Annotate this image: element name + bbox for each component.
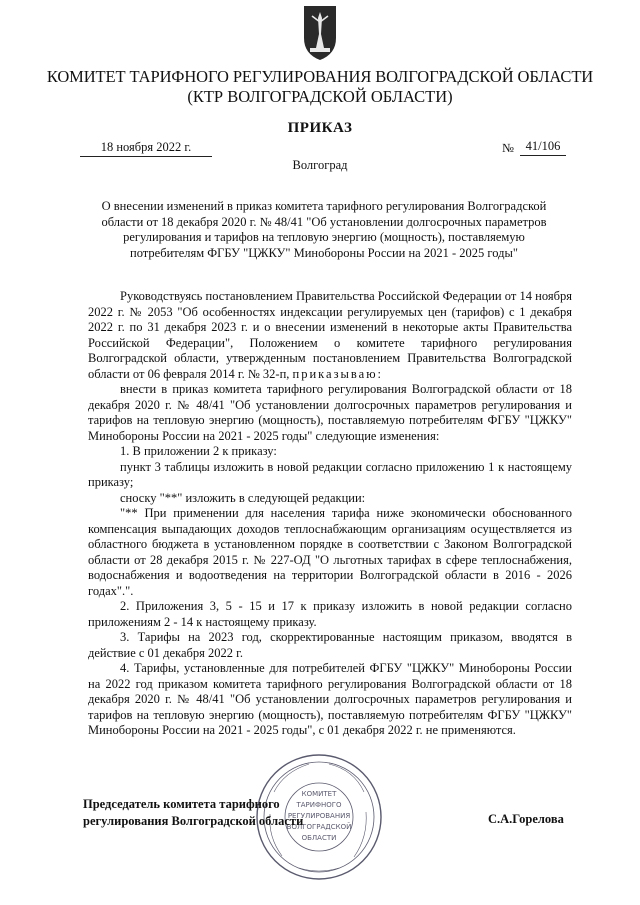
document-subject: О внесении изменений в приказ комитета тарифного регулирования Волгоградской области от 18 декабря 2020 г. № 48/41 "Об установлении долгосрочных параметров регулирования и тарифов на тепловую энергию (мощность), поставляемую потребителям ФГБУ "ЦЖКУ" Минобороны России на 2021 - 2025 годы" [101, 199, 547, 260]
paragraph: 1. В приложении 2 к приказу: [120, 444, 277, 458]
paragraph: пункт 3 таблицы изложить в новой редакции согласно приложению 1 к настоящему приказу; [88, 459, 572, 489]
document-city: Волгоград [292, 158, 348, 172]
paragraph-preamble [88, 289, 572, 382]
document-number-label: № [502, 141, 514, 155]
order-word: приказываю: [292, 366, 384, 381]
document-body [88, 289, 572, 739]
seal-line: РЕГУЛИРОВАНИЯ [287, 812, 351, 820]
paragraph: 4. Тарифы, установленные для потребителей ФГБУ "ЦЖКУ" Минобороны России на 2022 год приказом комитета тарифного регулирования Волгоградской области от 18 декабря 2020 г. № 48/41 "Об установлении долгосрочных параметров регулирования и тарифов на тепловую энергию (мощность), поставляемую потребителям ФГБУ "ЦЖКУ" Минобороны России на 2021 - 2025 годы", с 01 декабря 2022 г. не применяются. [88, 661, 572, 737]
paragraph: "** При применении для населения тарифа ниже экономически обоснованного компенсация выпадающих доходов теплоснабжающим организациям осуществляется из областного бюджета в установленном порядке в соответствии с Законом Волгоградской области от 28 декабря 2015 г. № 227-ОД "О льготных тарифах в сфере теплоснабжения, водоснабжения и водоотведения на территории Волгоградской области в 2016 - 2026 годах".". [88, 506, 572, 598]
coat-of-arms-icon [300, 4, 340, 62]
preamble-text: Руководствуясь постановлением Правительства Российской Федерации от 14 ноября 2022 г. № 2053 "Об особенностях индексации регулируемых цен (тарифов) с 1 декабря 2022 г. по 31 декабря 2023 г. и о внесении изменений в некоторые акты Правительства Российской Федерации", Положением о комитете тарифного регулирования Волгоградской области, утвержденным постановлением Правительства Волгоградской области от 06 февраля 2014 г. № 32-п, [88, 289, 572, 381]
paragraph: сноску "**" изложить в следующей редакции: [120, 490, 366, 505]
signatory-position-line: Председатель комитета тарифного [83, 797, 280, 811]
document-title: ПРИКАЗ [287, 120, 353, 136]
organization-name: КОМИТЕТ ТАРИФНОГО РЕГУЛИРОВАНИЯ ВОЛГОГРАДСКОЙ ОБЛАСТИ [46, 67, 594, 86]
signatory-position [83, 796, 343, 830]
seal-line: ВОЛГОГРАДСКОЙ [286, 823, 352, 831]
document-number: 41/106 [520, 139, 566, 156]
paragraph: 2. Приложения 3, 5 - 15 и 17 к приказу изложить в новой редакции согласно приложениям 2 - 14 к настоящему приказу. [88, 599, 572, 629]
seal-line: КОМИТЕТ [301, 790, 337, 798]
paragraph: внести в приказ комитета тарифного регулирования Волгоградской области от 18 декабря 2020 г. № 48/41 "Об установлении долгосрочных параметров регулирования и тарифов на тепловую энергию (мощность), поставляемую потребителям ФГБУ "ЦЖКУ" Минобороны России на 2021 - 2025 годы" следующие изменения: [88, 382, 572, 443]
seal-line: ОБЛАСТИ [301, 834, 337, 842]
seal-line: ТАРИФНОГО [296, 801, 342, 809]
signatory-position-line: регулирования Волгоградской области [83, 814, 304, 828]
organization-short-name: (КТР ВОЛГОГРАДСКОЙ ОБЛАСТИ) [187, 87, 453, 106]
paragraph: 3. Тарифы на 2023 год, скорректированные настоящим приказом, вводятся в действие с 01 декабря 2022 г. [88, 630, 572, 660]
document-date: 18 ноября 2022 г. [80, 140, 212, 157]
signatory-name: С.А.Горелова [488, 812, 564, 826]
